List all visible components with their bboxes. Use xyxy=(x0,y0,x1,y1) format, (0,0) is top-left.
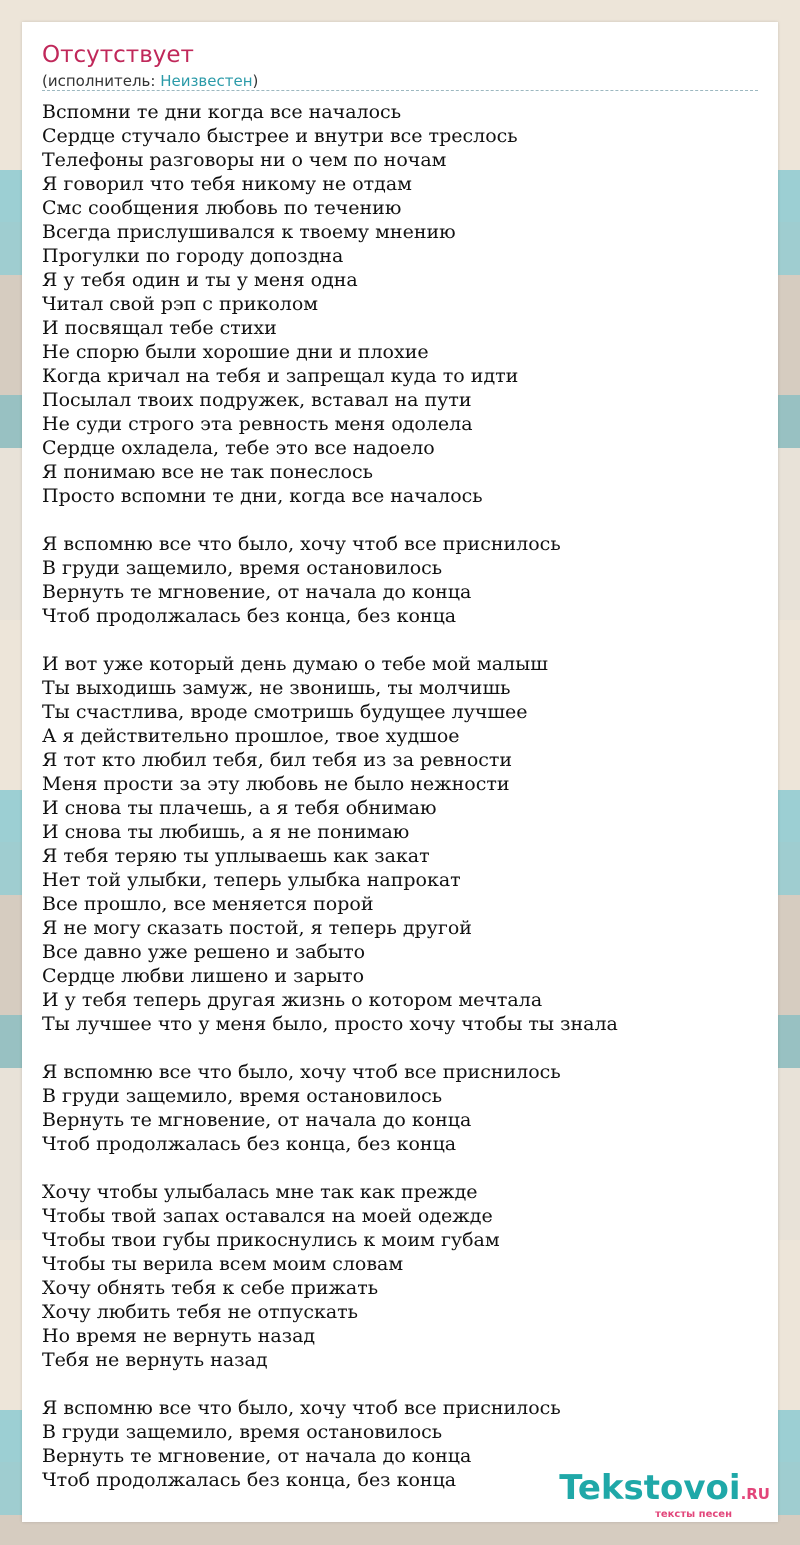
lyric-line: Телефоны разговоры ни о чем по ночам xyxy=(42,149,447,171)
lyric-line: Прогулки по городу допоздна xyxy=(42,245,344,267)
stanza-gap xyxy=(42,508,758,532)
stanza-gap xyxy=(42,1036,758,1060)
lyric-line: Не спорю были хорошие дни и плохие xyxy=(42,341,429,363)
lyric-line: Чтобы твои губы прикоснулись к моим губам xyxy=(42,1229,500,1251)
lyric-line: Меня прости за эту любовь не было нежности xyxy=(42,773,510,795)
logo-tld: .RU xyxy=(740,1485,770,1503)
lyric-line: В груди защемило, время остановилось xyxy=(42,1421,443,1443)
lyric-line: Я тебя теряю ты уплываешь как закат xyxy=(42,845,430,867)
lyric-line: Чтоб продолжалась без конца, без конца xyxy=(42,1469,457,1491)
lyric-line: Я тот кто любил тебя, бил тебя из за ревности xyxy=(42,749,513,771)
song-title: Отсутствует xyxy=(42,42,194,68)
lyrics-text xyxy=(42,100,758,1492)
lyric-line: Тебя не вернуть назад xyxy=(42,1349,268,1371)
logo-tagline: тексты песен xyxy=(655,1509,732,1520)
artist-line xyxy=(42,72,258,90)
lyric-line: И вот уже который день думаю о тебе мой малыш xyxy=(42,653,548,675)
lyric-line: Хочу любить тебя не отпускать xyxy=(42,1301,359,1323)
lyric-line: Сердце любви лишено и зарыто xyxy=(42,965,365,987)
artist-prefix: (исполнитель: xyxy=(42,72,161,90)
lyrics-card xyxy=(22,22,778,1522)
lyric-line: Все давно уже решено и забыто xyxy=(42,941,366,963)
lyric-line: Читал свой рэп с приколом xyxy=(42,293,319,315)
lyric-line: Вернуть те мгновение, от начала до конца xyxy=(42,581,472,603)
lyric-line: В груди защемило, время остановилось xyxy=(42,557,443,579)
lyric-line: Не суди строго эта ревность меня одолела xyxy=(42,413,473,435)
artist-link[interactable]: Неизвестен xyxy=(160,72,253,90)
lyric-line: А я действительно прошлое, твое худшое xyxy=(42,725,460,747)
title-divider xyxy=(42,90,758,91)
stanza-gap xyxy=(42,1372,758,1396)
lyric-line: Ты счастлива, вроде смотришь будущее лучшее xyxy=(42,701,528,723)
lyric-line: Вернуть те мгновение, от начала до конца xyxy=(42,1445,472,1467)
lyric-line: И посвящал тебе стихи xyxy=(42,317,277,339)
lyric-line: Я понимаю все не так понеслось xyxy=(42,461,373,483)
lyric-line: Я вспомню все что было, хочу чтоб все приснилось xyxy=(42,533,561,555)
lyric-line: Хочу обнять тебя к себе прижать xyxy=(42,1277,379,1299)
lyric-line: Просто вспомни те дни, когда все началось xyxy=(42,485,483,507)
artist-suffix: ) xyxy=(252,72,259,90)
lyric-line: Все прошло, все меняется порой xyxy=(42,893,374,915)
site-logo[interactable] xyxy=(559,1468,770,1520)
logo-brand: Tekstovoi xyxy=(559,1468,741,1508)
lyric-line: Я у тебя один и ты у меня одна xyxy=(42,269,358,291)
lyric-line: Чтоб продолжалась без конца, без конца xyxy=(42,1133,457,1155)
lyric-line: И снова ты плачешь, а я тебя обнимаю xyxy=(42,797,437,819)
lyric-line: Вернуть те мгновение, от начала до конца xyxy=(42,1109,472,1131)
lyric-line: Сердце охладела, тебе это все надоело xyxy=(42,437,435,459)
lyric-line: Я вспомню все что было, хочу чтоб все приснилось xyxy=(42,1061,561,1083)
stanza-gap xyxy=(42,1156,758,1180)
lyric-line: Смс сообщения любовь по течению xyxy=(42,197,402,219)
lyric-line: Хочу чтобы улыбалась мне так как прежде xyxy=(42,1181,478,1203)
lyric-line: В груди защемило, время остановилось xyxy=(42,1085,443,1107)
lyric-line: Я не могу сказать постой, я теперь другой xyxy=(42,917,472,939)
lyric-line: И у тебя теперь другая жизнь о котором мечтала xyxy=(42,989,543,1011)
lyric-line: Но время не вернуть назад xyxy=(42,1325,316,1347)
lyric-line: Я говорил что тебя никому не отдам xyxy=(42,173,412,195)
lyric-line: Я вспомню все что было, хочу чтоб все приснилось xyxy=(42,1397,561,1419)
lyric-line: Ты выходишь замуж, не звонишь, ты молчишь xyxy=(42,677,511,699)
lyric-line: Когда кричал на тебя и запрещал куда то идти xyxy=(42,365,519,387)
stanza-gap xyxy=(42,628,758,652)
lyric-line: Чтобы твой запах оставался на моей одежде xyxy=(42,1205,493,1227)
lyric-line: Посылал твоих подружек, вставал на пути xyxy=(42,389,472,411)
lyric-line: Чтоб продолжалась без конца, без конца xyxy=(42,605,457,627)
lyric-line: Нет той улыбки, теперь улыбка напрокат xyxy=(42,869,461,891)
logo-wordmark xyxy=(559,1468,770,1511)
lyric-line: Ты лучшее что у меня было, просто хочу чтобы ты знала xyxy=(42,1013,618,1035)
lyric-line: Сердце стучало быстрее и внутри все трeслось xyxy=(42,125,518,147)
lyric-line: Всегда прислушивался к твоему мнению xyxy=(42,221,456,243)
lyric-line: И снова ты любишь, а я не понимаю xyxy=(42,821,410,843)
lyric-line: Чтобы ты верила всем моим словам xyxy=(42,1253,404,1275)
lyric-line: Вспомни те дни когда все началось xyxy=(42,101,402,123)
